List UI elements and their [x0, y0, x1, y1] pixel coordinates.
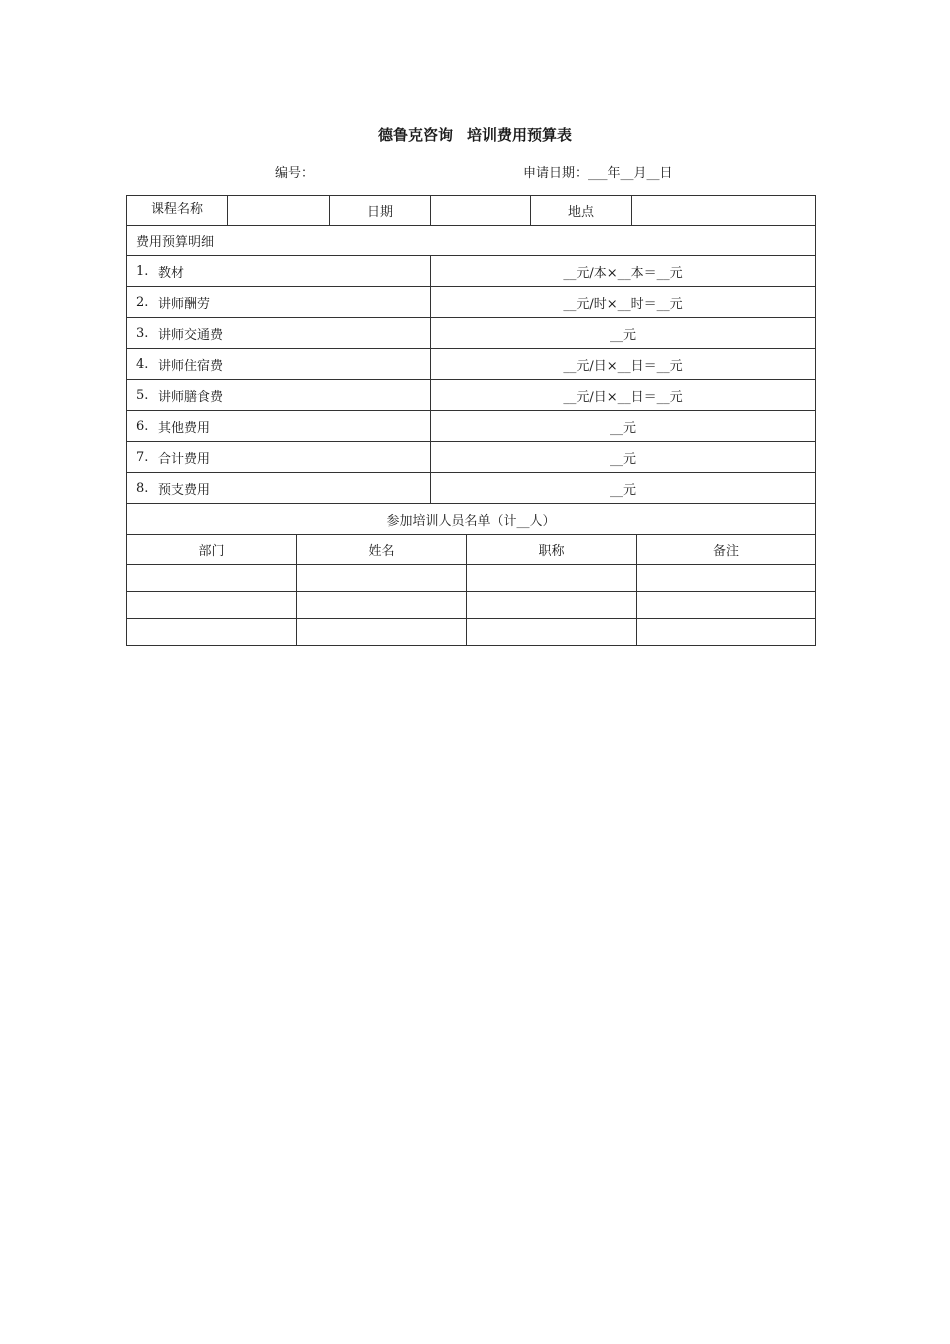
course-name-label: 课程名称	[127, 196, 228, 226]
budget-item-row	[127, 349, 816, 380]
application-date-label: 申请日期：___年__月__日	[523, 166, 673, 181]
budget-item-number: 8.	[136, 480, 149, 496]
date-label: 日期	[330, 196, 431, 226]
budget-item-formula[interactable]: __元	[431, 442, 816, 473]
attendee-row	[127, 592, 816, 619]
budget-item-label	[127, 287, 431, 318]
attendee-title-cell[interactable]	[467, 565, 637, 592]
budget-item-label	[127, 442, 431, 473]
budget-item-name: 讲师酬劳	[158, 296, 211, 312]
column-header-name: 姓名	[297, 535, 467, 565]
budget-item-label	[127, 349, 431, 380]
budget-item-formula[interactable]: __元	[431, 411, 816, 442]
attendee-title-cell[interactable]	[467, 592, 637, 619]
column-header-department: 部门	[127, 535, 297, 565]
serial-number-label: 编号：	[275, 166, 315, 181]
attendee-name-cell[interactable]	[297, 565, 467, 592]
budget-item-number: 2.	[136, 294, 149, 310]
attendees-section-label: 参加培训人员名单（计__人）	[127, 504, 816, 535]
budget-item-number: 4.	[136, 356, 149, 372]
budget-item-row	[127, 287, 816, 318]
column-header-remarks: 备注	[637, 535, 816, 565]
form-name: 培训费用预算表	[467, 126, 573, 144]
budget-item-formula[interactable]: __元	[431, 318, 816, 349]
attendee-title-cell[interactable]	[467, 619, 637, 646]
budget-item-number: 1.	[136, 263, 149, 279]
budget-item-formula[interactable]: __元	[431, 473, 816, 504]
budget-item-name: 其他费用	[158, 420, 211, 436]
form-title	[0, 124, 950, 145]
budget-item-formula[interactable]: __元/日×__日＝__元	[431, 349, 816, 380]
budget-item-number: 6.	[136, 418, 149, 434]
budget-item-label	[127, 380, 431, 411]
attendee-name-cell[interactable]	[297, 592, 467, 619]
budget-item-label	[127, 318, 431, 349]
attendee-remarks-cell[interactable]	[637, 619, 816, 646]
budget-item-name: 讲师住宿费	[158, 358, 224, 374]
attendee-department-cell[interactable]	[127, 565, 297, 592]
attendee-name-cell[interactable]	[297, 619, 467, 646]
attendee-remarks-cell[interactable]	[637, 565, 816, 592]
attendee-department-cell[interactable]	[127, 619, 297, 646]
budget-item-name: 讲师交通费	[158, 327, 224, 343]
course-info-row	[127, 196, 816, 226]
budget-item-label	[127, 473, 431, 504]
budget-item-row	[127, 380, 816, 411]
budget-item-name: 讲师膳食费	[158, 389, 224, 405]
budget-item-formula[interactable]: __元/日×__日＝__元	[431, 380, 816, 411]
budget-form-table	[126, 195, 816, 646]
attendee-row	[127, 565, 816, 592]
budget-item-row	[127, 256, 816, 287]
budget-section-row	[127, 226, 816, 256]
column-header-title: 职称	[467, 535, 637, 565]
budget-section-label: 费用预算明细	[127, 226, 816, 256]
company-name: 德鲁克咨询	[377, 126, 453, 144]
budget-item-label	[127, 411, 431, 442]
budget-item-row	[127, 411, 816, 442]
budget-item-name: 教材	[158, 265, 185, 281]
budget-item-row	[127, 318, 816, 349]
attendees-header-row	[127, 535, 816, 565]
budget-item-row	[127, 473, 816, 504]
location-label: 地点	[531, 196, 632, 226]
budget-item-formula[interactable]: __元/时×__时＝__元	[431, 287, 816, 318]
attendee-remarks-cell[interactable]	[637, 592, 816, 619]
location-field[interactable]	[632, 196, 816, 226]
attendee-row	[127, 619, 816, 646]
budget-item-row	[127, 442, 816, 473]
budget-item-number: 3.	[136, 325, 149, 341]
attendee-department-cell[interactable]	[127, 592, 297, 619]
budget-item-number: 5.	[136, 387, 149, 403]
budget-item-number: 7.	[136, 449, 149, 465]
course-name-field[interactable]	[228, 196, 330, 226]
budget-item-name: 预支费用	[158, 482, 211, 498]
budget-item-name: 合计费用	[158, 451, 211, 467]
attendees-section-row	[127, 504, 816, 535]
date-field[interactable]	[431, 196, 531, 226]
budget-item-label	[127, 256, 431, 287]
budget-item-formula[interactable]: __元/本×__本＝__元	[431, 256, 816, 287]
